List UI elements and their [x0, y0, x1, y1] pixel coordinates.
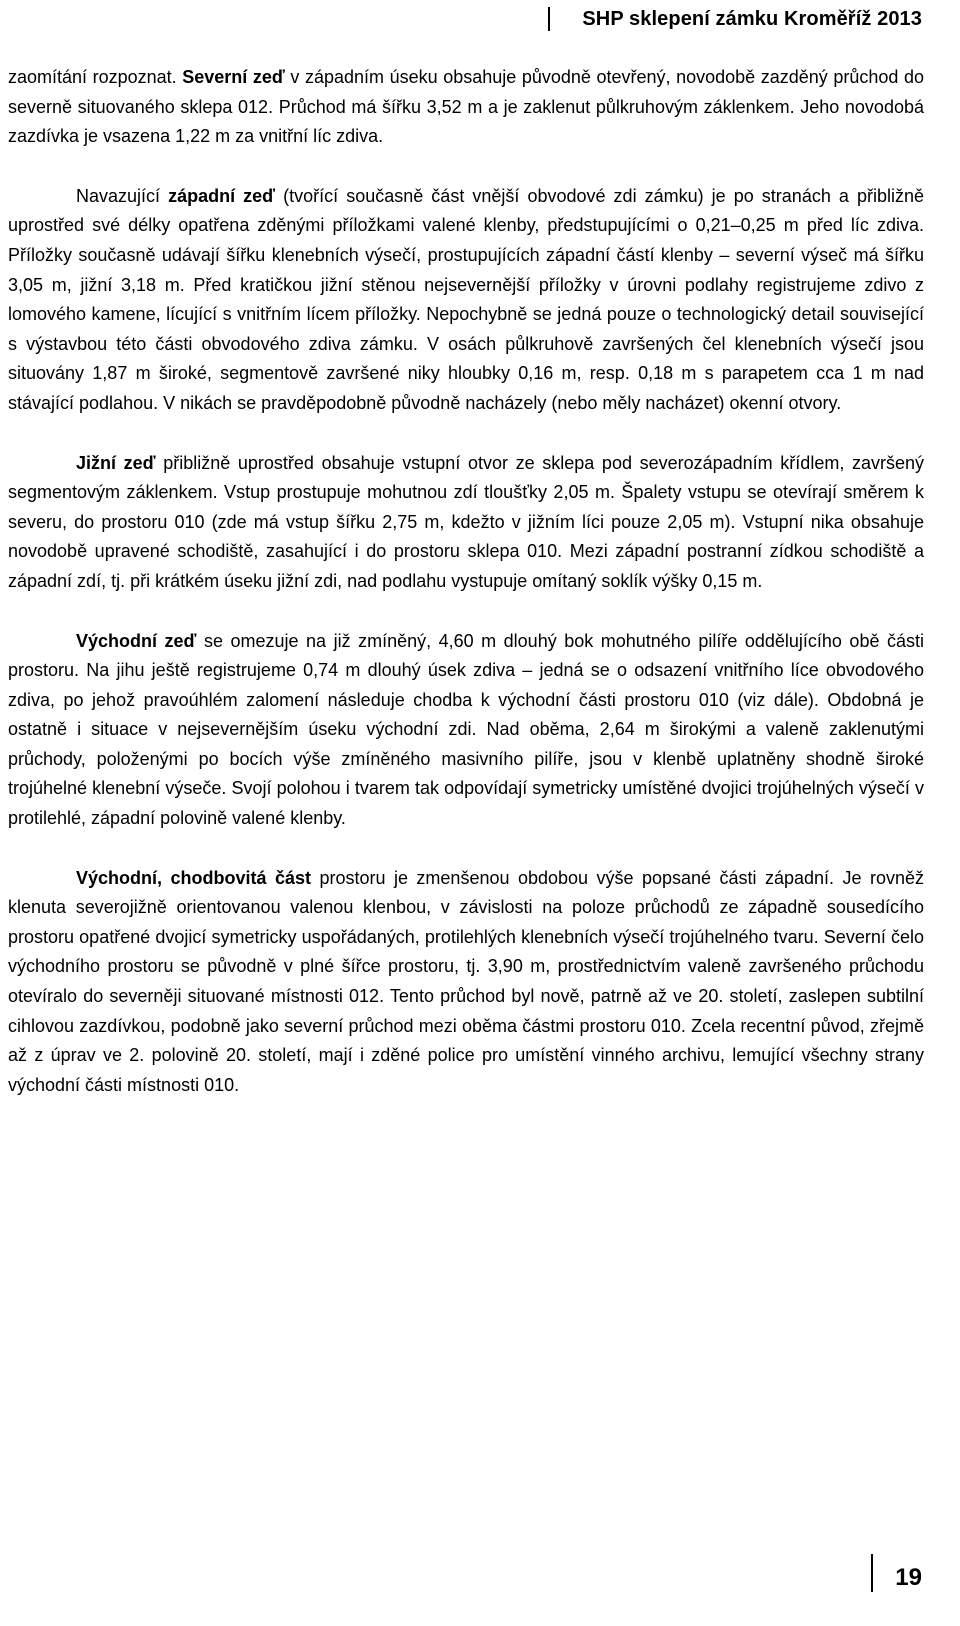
running-header	[548, 4, 922, 34]
paragraph	[8, 63, 924, 152]
footer-divider	[871, 1554, 873, 1592]
text-run: se omezuje na již zmíněný, 4,60 m dlouhý bok mohutného pilíře oddělujícího obě části prostoru. Na jihu ještě registrujeme 0,74 m dlouhý úsek zdiva – jedná se o odsazení vnitřního líce obvodového zdiva, po jehož pravoúhlém zalomení následuje chodba k východní části prostoru 010 (viz dále). Obdobná je ostatně i situace v nejsevernějším úseku východní zdi. Nad oběma, 2,64 m širokými a valeně zaklenutými průchody, položenými po bocích výše zmíněného masivního pilíře, jsou v klenbě uplatněny shodně široké trojúhelné klenební výseče. Svojí polohou i tvarem tak odpovídají symetricky umístěné dvojici trojúhelných výsečí v protilehlé, západní polovině valené klenby.	[8, 630, 924, 829]
bold-term: Severní zeď	[182, 67, 285, 87]
paragraph	[8, 627, 924, 834]
bold-term: západní zeď	[168, 185, 276, 206]
header-divider	[548, 7, 550, 31]
text-run: v západním úseku obsahuje původně otevřený, novodobě zazděný průchod do severně situovaného sklepa 012. Průchod má šířku 3,52 m a je zaklenut půlkruhovým záklenkem. Jeho novodobá zazdívka je vsazena 1,22 m za vnitřní líc zdiva.	[8, 67, 924, 147]
text-run: Navazující	[76, 185, 169, 206]
bold-term: Jižní zeď	[76, 452, 156, 473]
paragraph	[8, 182, 924, 419]
page-number: 19	[895, 1564, 922, 1591]
page-footer	[871, 1552, 922, 1592]
text-run: přibližně uprostřed obsahuje vstupní otvor ze sklepa pod severozápadním křídlem, završený segmentovým záklenkem. Vstup prostupuje mohutnou zdí tloušťky 2,05 m. Špalety vstupu se otevírají směrem k severu, do prostoru 010 (zde má vstup šířku 2,75 m, kdežto v jižním líci pouze 2,05 m). Vstupní nika obsahuje novodobě upravené schodiště, zasahující i do prostoru sklepa 010. Mezi západní postranní zídkou schodiště a západní zdí, tj. při krátkém úseku jižní zdi, nad podlahu vystupuje omítaný soklík výšky 0,15 m.	[8, 452, 924, 591]
bold-term: Východní zeď	[76, 630, 197, 651]
text-run: prostoru je zmenšenou obdobou výše popsané části západní. Je rovněž klenuta severojižně orientovanou valenou klenbou, v závislosti na poloze průchodů ze západně sousedícího prostoru opatřené dvojicí symetricky uspořádaných, protilehlých klenebních výsečí trojúhelného tvaru. Severní čelo východního prostoru se původně v plné šířce prostoru, tj. 3,90 m, prostřednictvím valeně završeného průchodu otevíralo do severněji situované místnosti 012. Tento průchod byl nově, patrně až ve 20. století, zaslepen subtilní cihlovou zazdívkou, podobně jako severní průchod mezi oběma částmi prostoru 010. Zcela recentní původ, zřejmě až z úprav ve 2. polovině 20. století, mají i zděné police pro umístění vinného archivu, lemující všechny strany východní části místnosti 010.	[8, 867, 924, 1095]
header-title: SHP sklepení zámku Kroměříž 2013	[582, 7, 922, 30]
bold-term: Východní, chodbovitá část	[76, 867, 311, 888]
text-run: zaomítání rozpoznat.	[8, 67, 183, 87]
paragraph	[8, 449, 924, 597]
text-run: (tvořící současně část vnější obvodové zdi zámku) je po stranách a přibližně uprostřed své délky opatřena zděnými příložkami valené klenby, předstupujícími o 0,21–0,25 m před líc zdiva. Příložky současně udávají šířku klenebních výsečí, prostupujících západní částí klenby – severní výseč má šířku 3,05 m, jižní 3,18 m. Před kratičkou jižní stěnou nejsevernější příložky v úrovni podlahy registrujeme zdivo z lomového kamene, lícující s vnitřním lícem příložky. Nepochybně se jedná pouze o technologický detail související s výstavbou této části obvodového zdiva zámku. V osách půlkruhově završených čel klenebních výsečí jsou situovány 1,87 m široké, segmentově završené niky hloubky 0,16 m, resp. 0,18 m s parapetem cca 1 m nad stávající podlahou. V nikách se pravděpodobně původně nacházely (nebo měly nacházet) okenní otvory.	[8, 185, 924, 413]
paragraph	[8, 864, 924, 1101]
document-body	[8, 63, 924, 1130]
